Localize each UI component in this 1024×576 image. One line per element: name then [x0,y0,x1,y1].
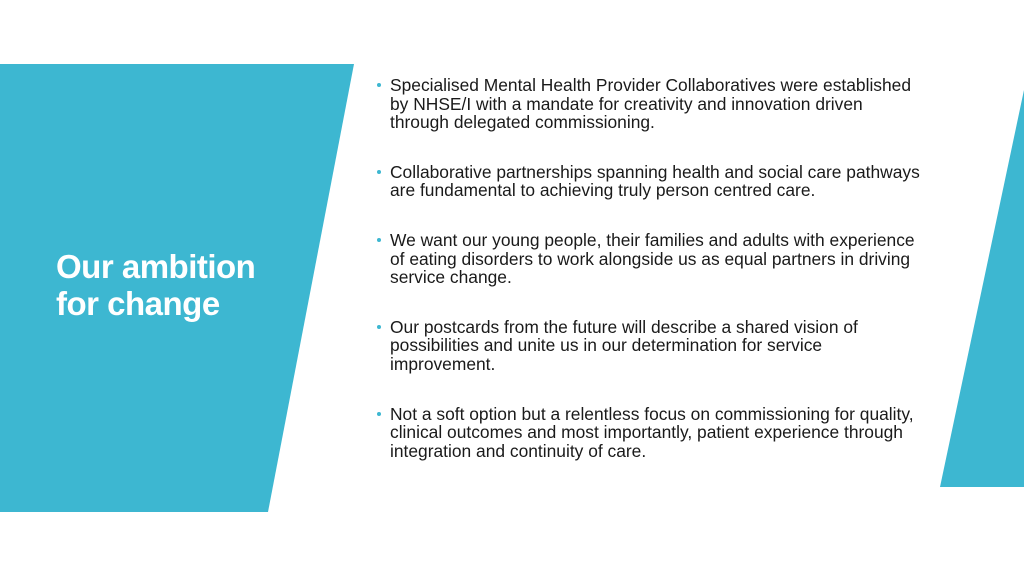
bullet-text: We want our young people, their families and adults with experience of eating disorders to work alongside us as equal partners in driving service change. [390,229,915,288]
bullet-text: Collaborative partnerships spanning health and social care pathways are fundamental to achieving truly person centred care. [390,161,920,201]
bullet-dot-icon [377,238,381,242]
bullet-dot-icon [377,325,381,329]
bullet-dot-icon [377,83,381,87]
bullet-item [372,76,920,132]
bullet-text: Specialised Mental Health Provider Collaboratives were established by NHSE/I with a mandate for creativity and innovation driven through delegated commissioning. [390,75,912,133]
bullet-list [372,76,920,491]
bullet-item [372,405,920,461]
slide-title [56,248,296,322]
bullet-item [372,318,920,374]
title-line-2: for change [56,285,220,322]
right-accent-wedge [940,90,1024,487]
title-line-1: Our ambition [56,248,256,285]
bullet-dot-icon [377,412,381,416]
bullet-dot-icon [377,170,381,174]
bullet-text: Not a soft option but a relentless focus on commissioning for quality, clinical outcomes and most importantly, patient experience through integration and continuity of care. [390,403,914,461]
bullet-item [372,163,920,200]
bullet-item [372,231,920,287]
bullet-text: Our postcards from the future will describe a shared vision of possibilities and unite us in our determination for service improvement. [390,316,858,374]
